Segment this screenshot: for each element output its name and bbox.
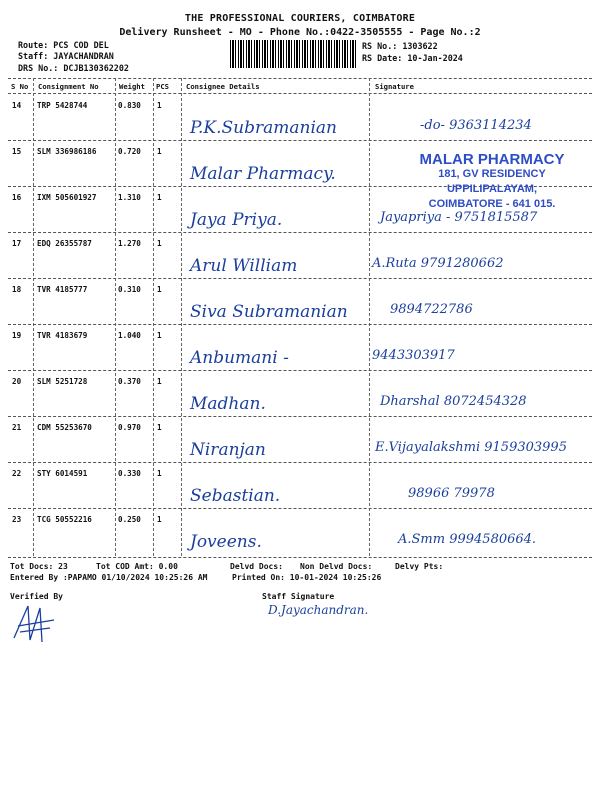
verified-by-label: Verified By <box>10 592 63 601</box>
row-divider <box>8 462 592 463</box>
row-consignee-name: Jaya Priya. <box>190 210 283 230</box>
row-weight: 1.040 <box>118 331 141 340</box>
row-serial-number: 19 <box>12 331 22 340</box>
row-signature: Dharshal 8072454328 <box>380 394 527 409</box>
row-consignment-number: TCG 50552216 <box>37 515 92 524</box>
row-divider <box>8 324 592 325</box>
stamp-name: MALAR PHARMACY <box>419 151 565 168</box>
row-weight: 0.970 <box>118 423 141 432</box>
pharmacy-stamp <box>392 152 592 212</box>
row-serial-number: 22 <box>12 469 22 478</box>
col-header-consignment: Consignment No <box>38 82 99 91</box>
row-consignment-number: TVR 4185777 <box>37 285 88 294</box>
row-weight: 0.720 <box>118 147 141 156</box>
row-pcs: 1 <box>157 469 162 478</box>
row-consignee-name: Malar Pharmacy. <box>190 164 336 184</box>
row-weight: 0.370 <box>118 377 141 386</box>
row-divider <box>8 508 592 509</box>
row-consignee-name: Madhan. <box>190 394 266 414</box>
row-consignee-name: Arul William <box>190 256 298 276</box>
delivery-points: Delvy Pts: <box>395 562 444 571</box>
printed-on: Printed On: 10-01-2024 10:25:26 <box>232 573 382 582</box>
col-header-weight: Weight <box>119 82 145 91</box>
row-consignment-number: SLM 336986186 <box>37 147 97 156</box>
stamp-line: 181, GV RESIDENCY <box>438 168 546 180</box>
col-divider <box>115 78 116 556</box>
company-title: THE PROFESSIONAL COURIERS, COIMBATORE <box>184 13 416 24</box>
stamp-line: COIMBATORE - 641 015. <box>428 198 556 210</box>
col-header-signature: Signature <box>375 82 414 91</box>
row-pcs: 1 <box>157 423 162 432</box>
total-cod-amount: Tot COD Amt: 0.00 <box>96 562 178 571</box>
row-consignment-number: CDM 55253670 <box>37 423 92 432</box>
delivered-docs: Delvd Docs: <box>230 562 283 571</box>
row-consignment-number: IXM 505601927 <box>37 193 97 202</box>
rs-number: RS No.: 1303622 <box>362 41 438 51</box>
row-consignee-name: Anbumani - <box>190 348 289 368</box>
row-consignee-name: Sebastian. <box>190 486 281 506</box>
row-consignee-name: Siva Subramanian <box>190 302 348 322</box>
row-consignment-number: STY 6014591 <box>37 469 88 478</box>
drs-number: DRS No.: DCJB130362202 <box>18 63 129 73</box>
row-serial-number: 17 <box>12 239 22 248</box>
row-consignment-number: SLM 5251728 <box>37 377 88 386</box>
row-divider <box>8 232 592 233</box>
row-signature: Jayapriya - 9751815587 <box>380 210 538 225</box>
verifier-signature-scribble <box>10 598 60 648</box>
row-weight: 1.270 <box>118 239 141 248</box>
row-consignee-name: Niranjan <box>190 440 266 460</box>
row-divider <box>8 416 592 417</box>
row-signature: A.Ruta 9791280662 <box>372 256 504 271</box>
stamp-line: UPPILIPALAYAM, <box>446 183 538 195</box>
col-header-consignee: Consignee Details <box>186 82 260 91</box>
row-serial-number: 15 <box>12 147 22 156</box>
row-consignment-number: TVR 4183679 <box>37 331 88 340</box>
row-consignee-name: P.K.Subramanian <box>190 118 337 138</box>
row-pcs: 1 <box>157 193 162 202</box>
row-pcs: 1 <box>157 285 162 294</box>
row-weight: 0.830 <box>118 101 141 110</box>
row-signature: 9894722786 <box>390 302 473 317</box>
row-signature: E.Vijayalakshmi 9159303995 <box>375 440 567 455</box>
row-signature: -do- 9363114234 <box>420 118 532 133</box>
row-weight: 0.310 <box>118 285 141 294</box>
col-header-pcs: PCS <box>156 82 169 91</box>
rs-date: RS Date: 10-Jan-2024 <box>362 53 463 63</box>
row-serial-number: 21 <box>12 423 22 432</box>
row-pcs: 1 <box>157 239 162 248</box>
runsheet-subtitle: Delivery Runsheet - MO - Phone No.:0422-3505555 - Page No.:2 <box>119 27 481 38</box>
staff-signature-label: Staff Signature <box>262 592 335 601</box>
row-consignment-number: TRP 5428744 <box>37 101 88 110</box>
table-bottom-rule <box>8 557 592 558</box>
col-divider <box>369 78 370 556</box>
row-serial-number: 18 <box>12 285 22 294</box>
row-weight: 0.250 <box>118 515 141 524</box>
col-divider <box>153 78 154 556</box>
row-pcs: 1 <box>157 147 162 156</box>
staff-label: Staff: JAYACHANDRAN <box>18 51 114 61</box>
row-pcs: 1 <box>157 377 162 386</box>
row-divider <box>8 278 592 279</box>
row-divider <box>8 370 592 371</box>
row-serial-number: 20 <box>12 377 22 386</box>
route-label: Route: PCS COD DEL <box>18 40 109 50</box>
col-divider <box>181 78 182 556</box>
non-delivered-docs: Non Delvd Docs: <box>300 562 373 571</box>
row-signature: A.Smm 9994580664. <box>398 532 537 547</box>
row-pcs: 1 <box>157 515 162 524</box>
row-divider <box>8 140 592 141</box>
table-header-rule <box>8 93 592 94</box>
barcode-image <box>230 40 358 68</box>
row-pcs: 1 <box>157 331 162 340</box>
staff-handwritten-signature: D.Jayachandran. <box>268 603 369 617</box>
row-consignment-number: EDQ 26355787 <box>37 239 92 248</box>
row-serial-number: 23 <box>12 515 22 524</box>
table-top-rule <box>8 78 592 79</box>
row-signature: 98966 79978 <box>408 486 495 501</box>
row-serial-number: 16 <box>12 193 22 202</box>
row-pcs: 1 <box>157 101 162 110</box>
col-divider <box>33 78 34 556</box>
row-weight: 1.310 <box>118 193 141 202</box>
total-docs: Tot Docs: 23 <box>10 562 68 571</box>
col-header-sno: S No <box>11 82 29 91</box>
row-signature: 9443303917 <box>372 348 455 363</box>
entered-by: Entered By :PAPAMO 01/10/2024 10:25:26 AM <box>10 573 208 582</box>
row-consignee-name: Joveens. <box>190 532 262 552</box>
row-serial-number: 14 <box>12 101 22 110</box>
row-weight: 0.330 <box>118 469 141 478</box>
